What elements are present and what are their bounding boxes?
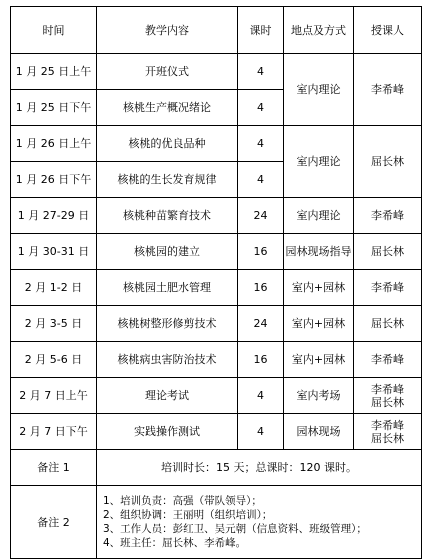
row-teacher: 李希峰	[354, 270, 422, 306]
row-hours: 4	[238, 414, 284, 450]
row-hours: 4	[238, 162, 284, 198]
row-teacher: 李希峰	[354, 54, 422, 126]
row-time: 2 月 1-2 日	[11, 270, 97, 306]
table-row	[11, 198, 422, 234]
training-schedule-table	[10, 6, 422, 559]
note2-label: 备注 2	[11, 486, 97, 559]
row-hours: 4	[238, 54, 284, 90]
row-content: 核桃种苗繁育技术	[97, 198, 238, 234]
row-place: 室内理论	[284, 54, 354, 126]
note1-row	[11, 450, 422, 486]
row-time: 1 月 26 日上午	[11, 126, 97, 162]
row-teacher	[354, 378, 422, 414]
row-place: 室内理论	[284, 126, 354, 198]
note2-text	[97, 486, 422, 559]
row-teacher	[354, 414, 422, 450]
row-hours: 16	[238, 342, 284, 378]
row-place: 园林现场	[284, 414, 354, 450]
row-time: 1 月 27-29 日	[11, 198, 97, 234]
row-content: 核桃的优良品种	[97, 126, 238, 162]
row-place: 室内+园林	[284, 270, 354, 306]
row-time: 2 月 7 日上午	[11, 378, 97, 414]
teacher-line: 屈长林	[371, 395, 404, 409]
row-hours: 16	[238, 270, 284, 306]
row-content: 理论考试	[97, 378, 238, 414]
row-content: 核桃园的建立	[97, 234, 238, 270]
teacher-line: 屈长林	[371, 431, 404, 445]
table-row	[11, 378, 422, 414]
row-teacher: 李希峰	[354, 198, 422, 234]
header-time: 时间	[11, 7, 97, 54]
row-hours: 24	[238, 306, 284, 342]
row-teacher: 屈长林	[354, 234, 422, 270]
row-content: 实践操作测试	[97, 414, 238, 450]
teacher-line: 李希峰	[371, 418, 404, 432]
header-row	[11, 7, 422, 54]
table-row	[11, 414, 422, 450]
row-teacher: 屈长林	[354, 306, 422, 342]
row-time: 1 月 26 日下午	[11, 162, 97, 198]
row-time: 1 月 30-31 日	[11, 234, 97, 270]
row-content: 核桃园土肥水管理	[97, 270, 238, 306]
teacher-line: 李希峰	[371, 382, 404, 396]
row-time: 2 月 3-5 日	[11, 306, 97, 342]
row-place: 园林现场指导	[284, 234, 354, 270]
row-time: 2 月 7 日下午	[11, 414, 97, 450]
row-place: 室内考场	[284, 378, 354, 414]
row-time: 1 月 25 日下午	[11, 90, 97, 126]
row-content: 核桃树整形修剪技术	[97, 306, 238, 342]
note2-line: 1、培训负责：高强（带队领导）；	[103, 495, 262, 507]
note1-text: 培训时长：15 天；总课时：120 课时。	[97, 450, 422, 486]
table-row	[11, 126, 422, 162]
row-hours: 4	[238, 90, 284, 126]
row-hours: 16	[238, 234, 284, 270]
table-row	[11, 234, 422, 270]
header-content: 教学内容	[97, 7, 238, 54]
header-place: 地点及方式	[284, 7, 354, 54]
row-hours: 4	[238, 378, 284, 414]
row-place: 室内+园林	[284, 342, 354, 378]
note2-line: 4、班主任：屈长林、李希峰。	[103, 537, 247, 549]
row-place: 室内理论	[284, 198, 354, 234]
row-hours: 4	[238, 126, 284, 162]
note2-line: 2、组织协调：王丽明（组织培训）；	[103, 509, 273, 521]
table-row	[11, 270, 422, 306]
row-teacher: 李希峰	[354, 342, 422, 378]
row-time: 2 月 5-6 日	[11, 342, 97, 378]
row-teacher: 屈长林	[354, 126, 422, 198]
note1-label: 备注 1	[11, 450, 97, 486]
row-time: 1 月 25 日上午	[11, 54, 97, 90]
row-content: 核桃病虫害防治技术	[97, 342, 238, 378]
table-row	[11, 306, 422, 342]
table-row	[11, 54, 422, 90]
row-content: 核桃的生长发育规律	[97, 162, 238, 198]
header-teacher: 授课人	[354, 7, 422, 54]
note2-line: 3、工作人员：彭红卫、吴元朝（信息资料、班级管理）；	[103, 523, 367, 535]
header-hours: 课时	[238, 7, 284, 54]
row-place: 室内+园林	[284, 306, 354, 342]
row-content: 核桃生产概况绪论	[97, 90, 238, 126]
row-hours: 24	[238, 198, 284, 234]
row-content: 开班仪式	[97, 54, 238, 90]
note2-row	[11, 486, 422, 559]
table-row	[11, 342, 422, 378]
